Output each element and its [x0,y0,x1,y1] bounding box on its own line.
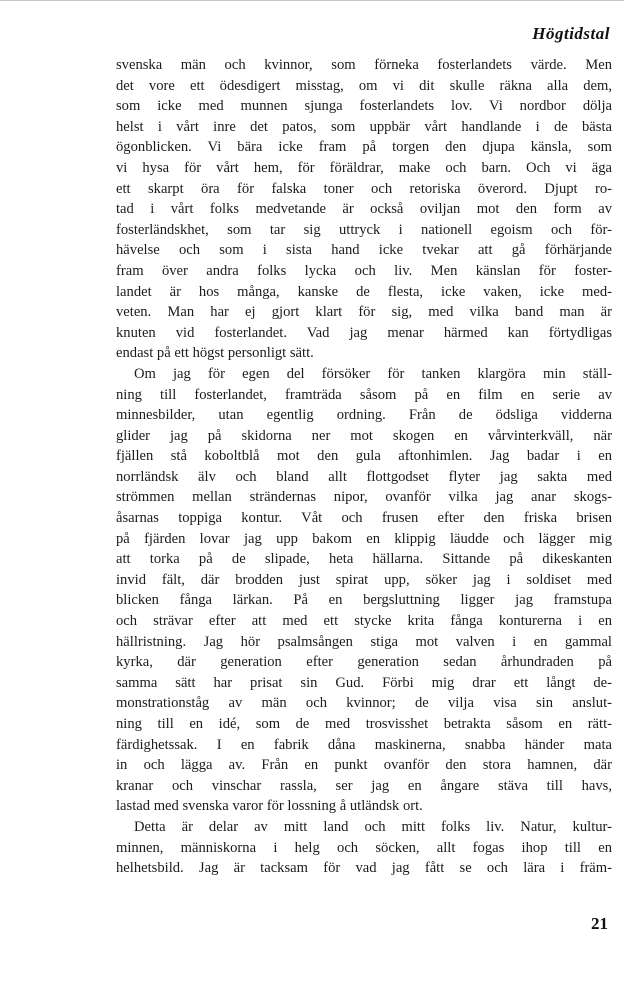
text-line: kyrka, där generation efter generation sedan århundraden på [116,654,612,671]
running-head: Högtidstal [532,24,610,43]
text-line: invid fält, där brodden just spirat upp, söker jag i soldiset med [116,571,612,588]
text-line: Om jag för egen del försöker för tanken klargöra min ställ- [134,365,612,382]
text-line: helst i vårt inre det patos, som uppbär vårt handlande i de bästa [116,118,612,135]
text-line: att torka på de slipade, heta hällarna. Sittande på dikeskanten [116,551,612,568]
text-line: hällristning. Jag hör psalmsången stiga mot valven i en gammal [116,633,612,650]
text-line: samma sätt har prisat sin Gud. Förbi mig drar ett långt de- [116,674,612,691]
body-text [116,55,612,879]
text-line: Detta är delar av mitt land och mitt folks liv. Natur, kultur- [134,818,612,835]
text-line: hävelse och som i sista hand icke tvekar att gå förhärjande [116,242,612,259]
paragraph-1 [116,55,612,364]
text-line: fosterländskhet, som tar sig uttryck i nationell egoism och för- [116,221,612,238]
text-line: fram över andra folks lycka och liv. Men känslan för foster- [116,262,612,279]
text-line: glider jag på skidorna ner mot skogen en vårvinterkväll, när [116,427,612,444]
text-line: vi hysa för vårt hem, för föräldrar, make och barn. Och vi äga [116,159,612,176]
text-line: som icke med munnen sjunga fosterlandets lov. Vi nordbor dölja [116,98,612,115]
text-line: ning till en idé, som de med trosvisshet betrakta såsom en rätt- [116,716,612,732]
text-line: norrländsk älv och bland allt flottgodset flyter jag sakta med [116,468,612,485]
text-line: ett skarpt öra för falska toner och retoriska överord. Djupt ro- [116,180,612,197]
text-line: fjällen stå koboltblå mot den gula aftonhimlen. Jag badar i en [116,448,612,465]
text-line: minnesbilder, utan egentlig ordning. Från de ödsliga vidderna [116,407,612,424]
paragraph-2 [116,364,612,817]
text-line: ning till fosterlandet, framträda såsom på en film en serie av [116,386,612,403]
text-line: svenska män och kvinnor, som förneka fosterlandets värde. Men [116,57,612,73]
text-line: helhetsbild. Jag är tacksam för vad jag fått se och lära i främ- [116,860,612,877]
text-line: ögonblicken. Vi bära icke fram på torgen den djupa känsla, som [116,139,612,156]
paragraph-3 [116,817,612,879]
text-line: blicken fånga lärkan. På en bergsluttning ligger jag framstupa [116,592,612,609]
text-line: knuten vid fosterlandet. Vad jag menar härmed kan förtydligas [116,324,612,341]
text-line: strömmen mellan strändernas nipor, ovanför vilka jag anar skogs- [116,489,612,506]
text-line: färdighetssak. I en fabrik dåna maskinerna, snabba händer mata [116,736,612,753]
page-number: 21 [591,914,608,933]
text-line: tad i vårt folks medvetande är också oviljan mot den form av [116,201,612,218]
text-line: på fjärden lovar jag upp bakom en klippig läudde och lägger mig [116,530,612,547]
text-line: in och lägga av. Från en punkt ovanför den stora hamnen, där [116,757,612,774]
text-line: landet är hos många, kanske de flesta, icke vaken, icke med- [116,283,612,300]
text-line: veten. Man har ej gjort klart för sig, med vilka band man är [116,304,612,321]
text-line: monstrationståg av män och kvinnor; de vilja visa sin anslut- [116,695,612,712]
text-line: minnen, människorna i helg och söcken, allt fogas ihop till en [116,839,612,856]
text-line: lastad med svenska varor för lossning å utländsk ort. [116,798,423,815]
text-line: det vore ett ödesdigert misstag, om vi dit skulle räkna alla dem, [116,77,612,94]
text-line: endast på ett högst personligt sätt. [116,345,314,362]
text-line: och strävar efter att med ett stycke krita fånga konturerna i en [116,613,612,630]
page-top-edge [0,0,624,1]
text-line: kranar och vinschar rassla, ser jag en ångare stäva till havs, [116,777,612,794]
text-line: åsarnas toppiga kontur. Våt och frusen efter den friska brisen [116,510,612,527]
